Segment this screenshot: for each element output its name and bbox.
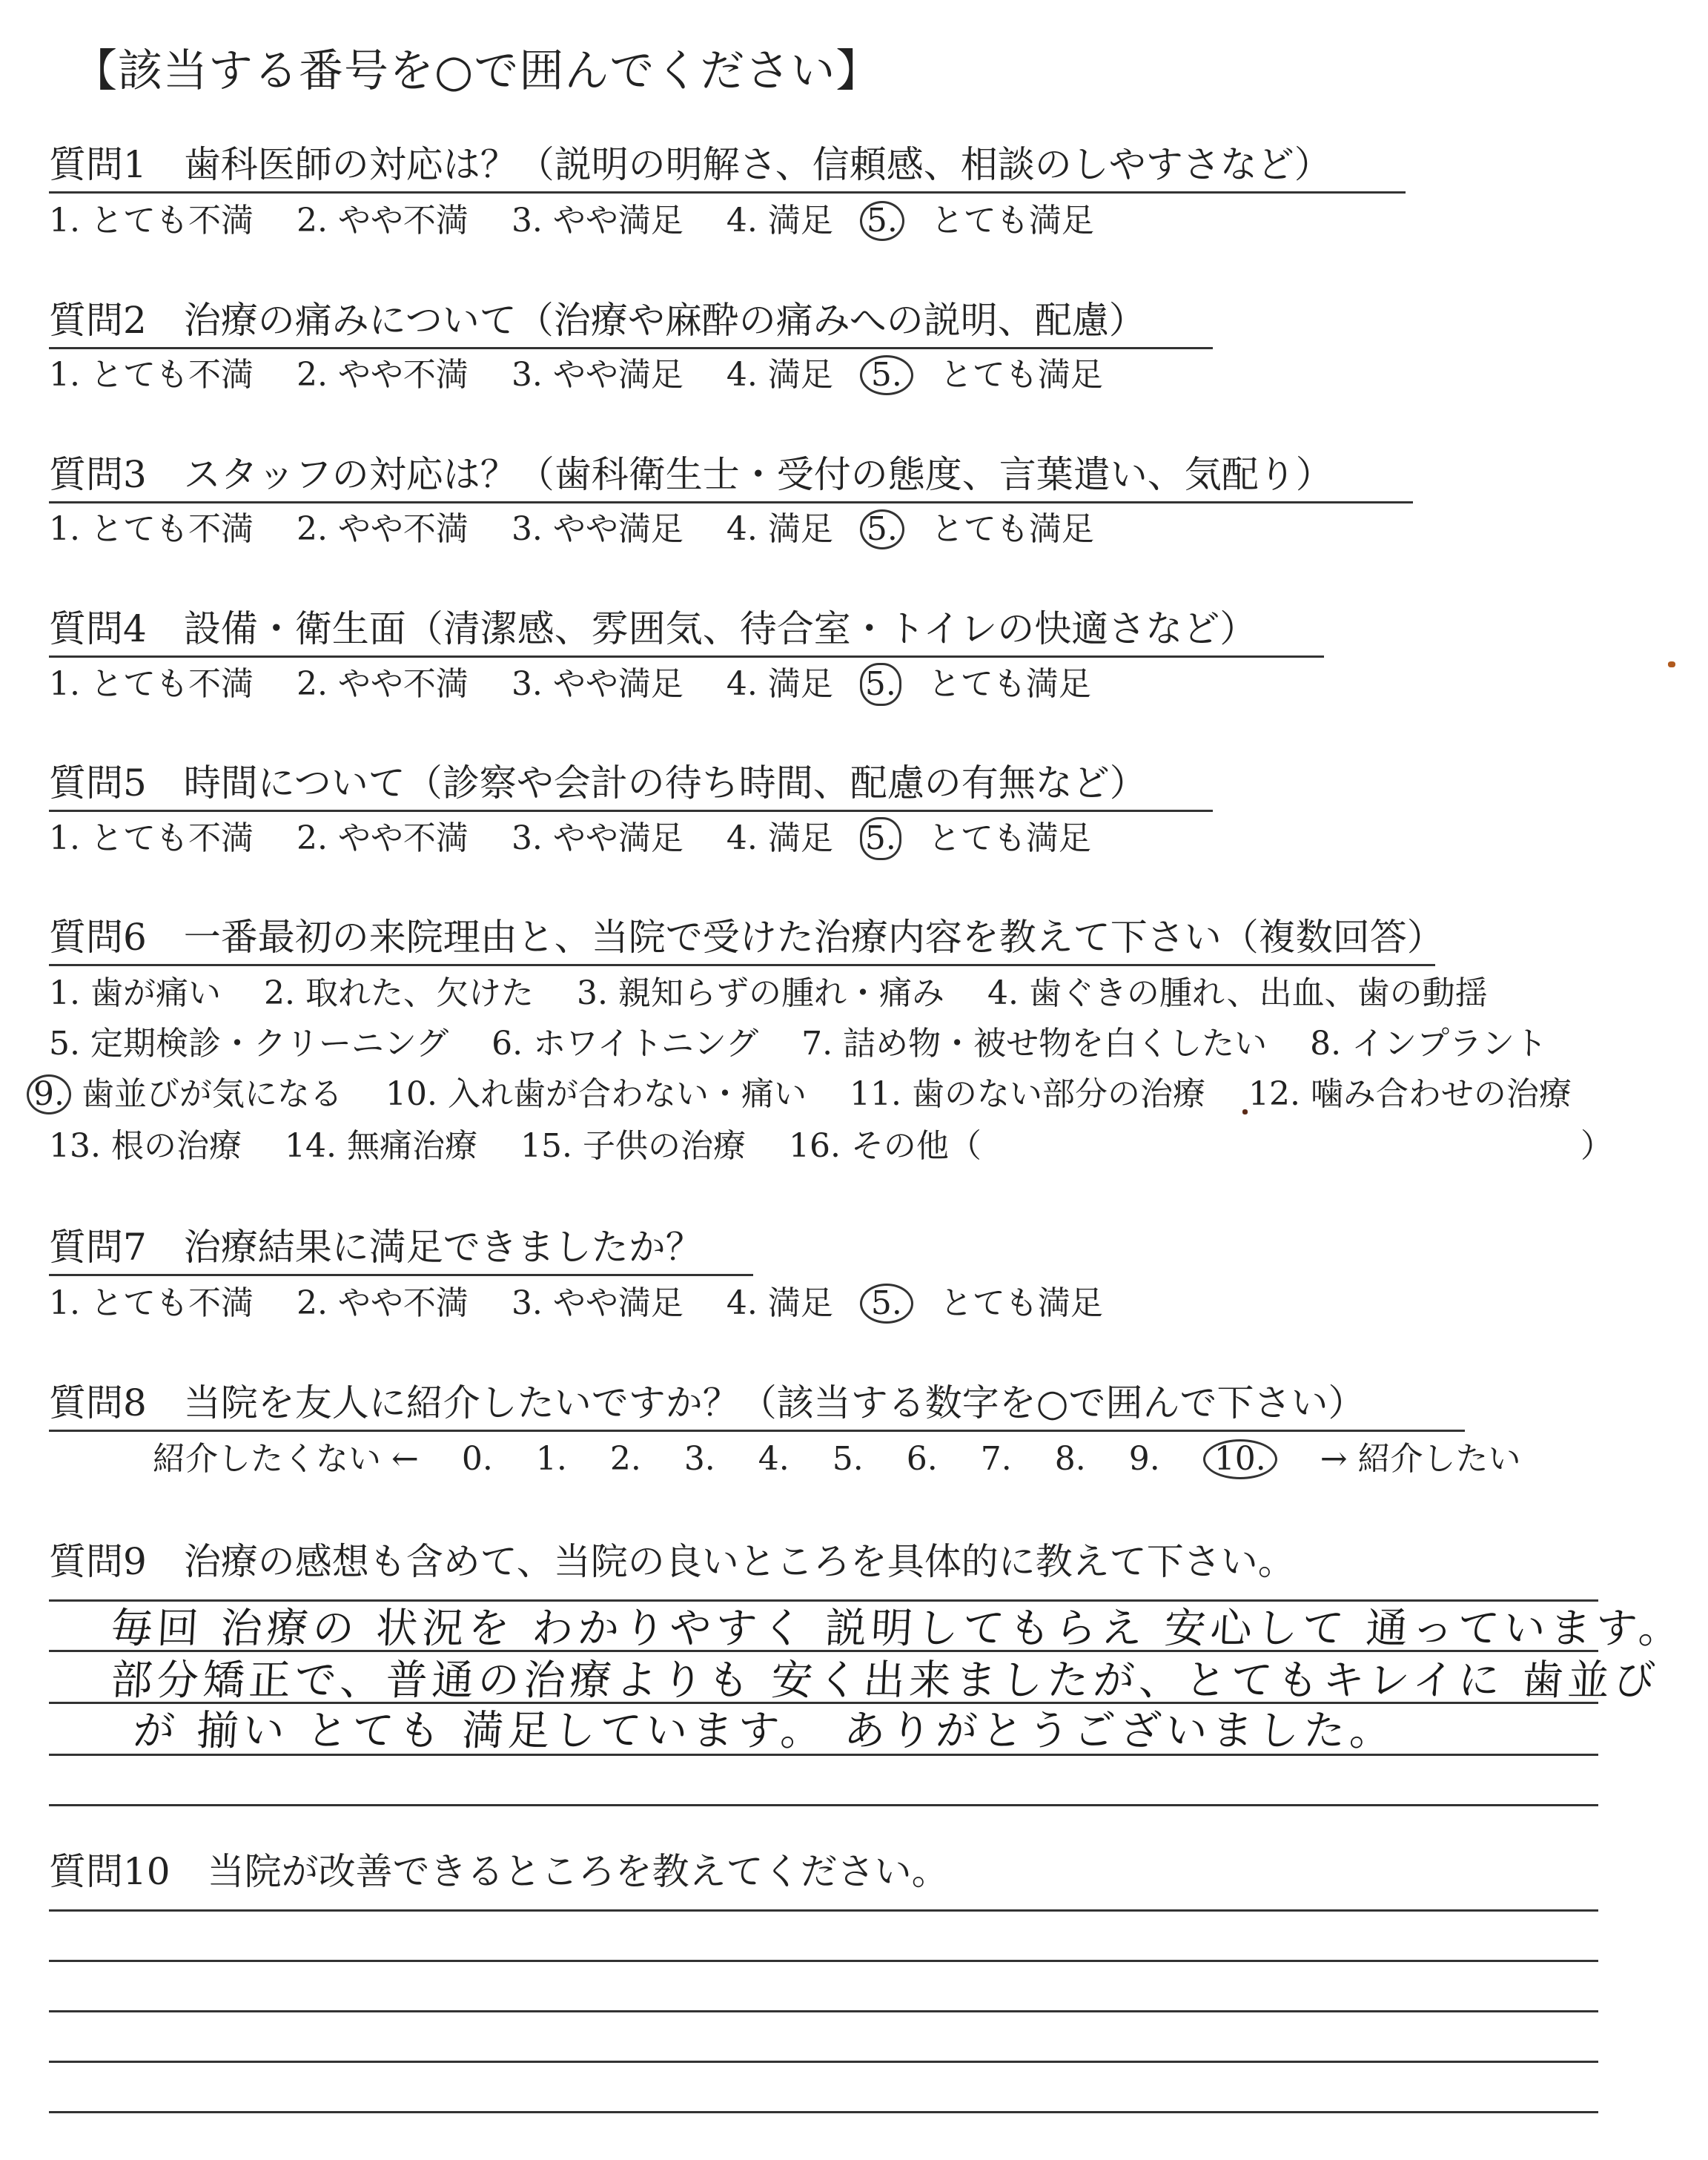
question-8-title: 質問8 当院を友人に紹介したいですか？（該当する数字を○で囲んで下さい）: [49, 1379, 1465, 1432]
option-1[interactable]: 1.: [49, 974, 80, 1012]
scale-1[interactable]: 1.: [535, 1440, 567, 1478]
scale-9[interactable]: 9.: [1128, 1440, 1160, 1478]
option-5-circled[interactable]: 5.: [860, 1284, 913, 1324]
option-16-label: その他（: [850, 1127, 982, 1165]
option-1[interactable]: 1. とても不満: [49, 202, 254, 240]
option-5-circled[interactable]: 5.: [860, 509, 904, 549]
handwritten-answer-line-1: 毎回 治療の 状況を わかりやすく 説明してもらえ 安心して 通っています。: [110, 1605, 1686, 1653]
option-2[interactable]: 2. やや不満: [296, 202, 469, 240]
option-2[interactable]: 2. やや不満: [296, 510, 469, 548]
option-5-circled[interactable]: 5.: [860, 663, 901, 706]
answer-line: [49, 1804, 1598, 1806]
question-3-options: [49, 509, 1094, 550]
option-13[interactable]: 13.: [49, 1127, 101, 1165]
scale-7[interactable]: 7.: [980, 1440, 1012, 1478]
option-1[interactable]: 1. とても不満: [49, 819, 254, 857]
option-9-circled[interactable]: 9.: [27, 1074, 71, 1114]
option-3[interactable]: 3. やや満足: [511, 819, 683, 857]
instruction-heading: 【該当する番号を○で囲んでください】: [73, 45, 881, 97]
handwritten-answer-line-2: 部分矯正で、普通の治療よりも 安く出来ましたが、とてもキレイに 歯並び: [110, 1657, 1661, 1705]
option-3[interactable]: 3. やや満足: [511, 356, 683, 394]
option-5-circled[interactable]: 5.: [860, 817, 901, 860]
option-4[interactable]: 4. 満足: [726, 665, 833, 703]
scale-3[interactable]: 3.: [683, 1440, 715, 1478]
option-2-label: 取れた、欠けた: [305, 974, 534, 1012]
question-2-title: 質問2 治療の痛みについて（治療や麻酔の痛みへの説明、配慮）: [49, 297, 1213, 349]
handwritten-answer-line-3: が 揃い とても 満足しています。 ありがとうございました。: [132, 1707, 1397, 1755]
scale-right-label: → 紹介したい: [1320, 1440, 1521, 1478]
option-15[interactable]: 15.: [520, 1127, 572, 1165]
option-1-label: 歯が痛い: [90, 974, 221, 1012]
option-5-label: とても満足: [930, 202, 1094, 240]
scale-left-label: 紹介したくない ←: [153, 1440, 419, 1478]
option-5[interactable]: 5.: [49, 1025, 80, 1063]
scale-5[interactable]: 5.: [832, 1440, 864, 1478]
option-4[interactable]: 4.: [987, 974, 1019, 1012]
option-2[interactable]: 2. やや不満: [296, 1284, 469, 1322]
option-2[interactable]: 2.: [263, 974, 295, 1012]
option-1[interactable]: 1. とても不満: [49, 665, 254, 703]
option-10-label: 入れ歯が合わない・痛い: [447, 1075, 807, 1113]
question-6-line-1: [49, 973, 1488, 1014]
question-7-options: [49, 1283, 1103, 1324]
scale-4[interactable]: 4.: [758, 1440, 790, 1478]
option-4[interactable]: 4. 満足: [726, 356, 833, 394]
scale-6[interactable]: 6.: [906, 1440, 938, 1478]
question-5-options: [49, 817, 1091, 860]
answer-line: [49, 1960, 1598, 1962]
option-4[interactable]: 4. 満足: [726, 202, 833, 240]
option-13-label: 根の治療: [110, 1127, 242, 1165]
option-3[interactable]: 3. やや満足: [511, 665, 683, 703]
option-3[interactable]: 3. やや満足: [511, 510, 683, 548]
option-8[interactable]: 8.: [1310, 1025, 1342, 1063]
option-9-label: 歯並びが気になる: [81, 1075, 342, 1113]
option-1[interactable]: 1. とても不満: [49, 510, 254, 548]
option-5-label: とても満足: [939, 356, 1103, 394]
option-15-label: 子供の治療: [582, 1127, 746, 1165]
option-3[interactable]: 3. やや満足: [511, 1284, 683, 1322]
question-6-line-2: [49, 1023, 1547, 1065]
question-7-title: 質問7 治療結果に満足できましたか？: [49, 1223, 753, 1276]
option-11[interactable]: 11.: [849, 1075, 901, 1113]
answer-line: [49, 2111, 1598, 2113]
option-4-label: 歯ぐきの腫れ、出血、歯の動揺: [1028, 974, 1488, 1012]
option-11-label: 歯のない部分の治療: [911, 1075, 1205, 1113]
question-3-title: 質問3 スタッフの対応は？（歯科衛生士・受付の態度、言葉遣い、気配り）: [49, 451, 1413, 503]
question-1-options: [49, 200, 1094, 242]
option-16[interactable]: 16.: [788, 1127, 841, 1165]
question-9-title: 質問9 治療の感想も含めて、当院の良いところを具体的に教えて下さい。: [49, 1540, 1295, 1583]
ink-speck: [1242, 1109, 1248, 1114]
question-4-options: [49, 663, 1091, 706]
option-3[interactable]: 3.: [576, 974, 608, 1012]
option-5-label: とても満足: [939, 1284, 1103, 1322]
option-14-label: 無痛治療: [346, 1127, 477, 1165]
other-close-paren: ）: [1580, 1127, 1613, 1165]
scale-8[interactable]: 8.: [1054, 1440, 1086, 1478]
question-2-options: [49, 354, 1103, 396]
option-5-label: とても満足: [927, 819, 1091, 857]
answer-line: [49, 2061, 1598, 2063]
scale-0[interactable]: 0.: [461, 1440, 493, 1478]
option-4[interactable]: 4. 満足: [726, 510, 833, 548]
option-1[interactable]: 1. とても不満: [49, 1284, 254, 1322]
option-7[interactable]: 7.: [801, 1025, 833, 1063]
question-8-scale: [153, 1439, 1521, 1480]
question-6-line-4: [49, 1126, 1613, 1167]
option-12-label: 噛み合わせの治療: [1310, 1075, 1572, 1113]
option-12[interactable]: 12.: [1248, 1075, 1300, 1113]
option-2[interactable]: 2. やや不満: [296, 356, 469, 394]
answer-line: [49, 1909, 1598, 1912]
question-5-title: 質問5 時間について（診察や会計の待ち時間、配慮の有無など）: [49, 759, 1213, 812]
option-5-circled[interactable]: 5.: [860, 201, 904, 241]
scale-2[interactable]: 2.: [609, 1440, 641, 1478]
option-2[interactable]: 2. やや不満: [296, 819, 469, 857]
question-10-title: 質問10 当院が改善できるところを教えてください。: [49, 1850, 949, 1893]
option-10[interactable]: 10.: [385, 1075, 437, 1113]
question-4-title: 質問4 設備・衛生面（清潔感、雰囲気、待合室・トイレの快適さなど）: [49, 605, 1324, 658]
option-6-label: ホワイトニング: [533, 1025, 759, 1063]
option-14[interactable]: 14.: [284, 1127, 337, 1165]
option-4[interactable]: 4. 満足: [726, 1284, 833, 1322]
option-3-label: 親知らずの腫れ・痛み: [618, 974, 944, 1012]
option-5-label: とても満足: [930, 510, 1094, 548]
option-8-label: インプラント: [1351, 1025, 1548, 1063]
question-6-line-3: [27, 1074, 1572, 1115]
option-5-circled[interactable]: 5.: [860, 355, 913, 395]
question-6-title: 質問6 一番最初の来院理由と、当院で受けた治療内容を教えて下さい（複数回答）: [49, 914, 1435, 966]
ink-speck: [1668, 661, 1675, 667]
scale-10-circled[interactable]: 10.: [1203, 1439, 1277, 1479]
question-1-title: 質問1 歯科医師の対応は？（説明の明解さ、信頼感、相談のしやすさなど）: [49, 141, 1406, 194]
option-4[interactable]: 4. 満足: [726, 819, 833, 857]
option-5-label: とても満足: [927, 665, 1091, 703]
option-1[interactable]: 1. とても不満: [49, 356, 254, 394]
option-5-label: 定期検診・クリーニング: [90, 1025, 449, 1063]
answer-line: [49, 2010, 1598, 2012]
option-3[interactable]: 3. やや満足: [511, 202, 683, 240]
option-6[interactable]: 6.: [491, 1025, 523, 1063]
option-2[interactable]: 2. やや不満: [296, 665, 469, 703]
option-7-label: 詰め物・被せ物を白くしたい: [843, 1025, 1268, 1063]
